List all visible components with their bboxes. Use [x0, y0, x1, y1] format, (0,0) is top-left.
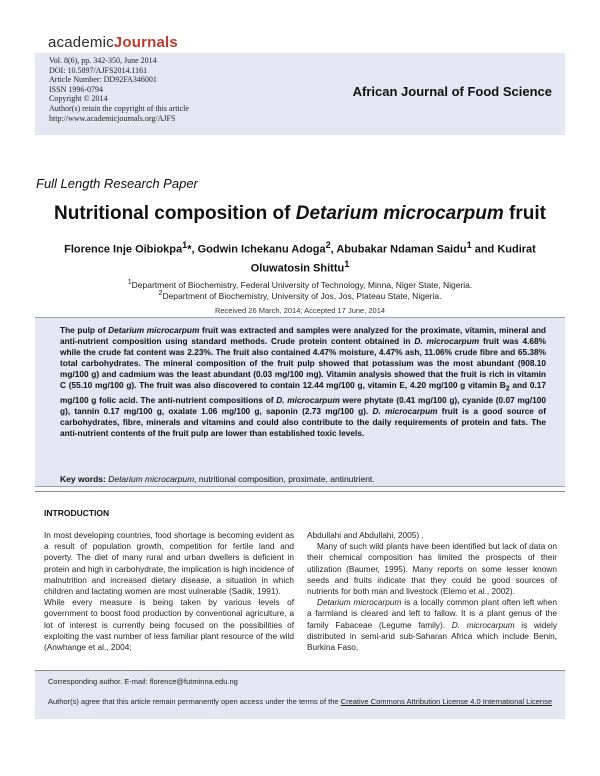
license-text: Author(s) agree that this article remain permanently open access under the terms of the [48, 697, 341, 706]
received-dates: Received 26 March, 2014; Accepted 17 June, 2014 [214, 306, 386, 315]
author-3: , Abubakar Ndaman Saidu [330, 243, 467, 256]
abstract-species: D. microcarpum [414, 336, 480, 347]
meta-rights: Author(s) retain the copyright of this article [49, 103, 189, 113]
meta-copyright: Copyright © 2014 [49, 94, 108, 104]
body-column-left [44, 530, 294, 653]
affiliation-2-marker: 2 [158, 289, 163, 297]
meta-issn: ISSN 1996-0794 [49, 84, 104, 94]
abstract-text [60, 325, 546, 439]
abstract-species: Detarium microcarpum [108, 325, 200, 335]
body-paragraph: In most developing countries, food shortage is becoming evident as a result of population growth, competition for fertile land and poverty. The diet of many rural and urban dwellers is deficient in protein and high in carbohydrate, the implication is high incidence of malnutrition and increased dietary disease, a situation in which children and lactating women are most vulnerable (Sadik, 1991). [44, 530, 294, 597]
abstract-part: fruit was extracted and samples were analyzed for the proximate, vitamin, mineral and anti-nutrient composition using standard methods. Crude protein content obtained in [60, 325, 546, 347]
author-3-affil: 1 [466, 240, 472, 250]
abstract-part: fruit is a good source of carbohydrates, fibre, minerals and vitamins and could also contribute to the daily requirements of protein and fats. The anti-nutrient contents of the fruit pulp are lower than established toxic levels. [60, 405, 546, 439]
meta-volume: Vol. 8(6), pp. 342-350, June 2014 [49, 56, 157, 65]
journal-name: African Journal of Food Science [352, 84, 552, 99]
logo-text-journals: Journals [113, 34, 178, 51]
meta-doi: DOI: 10.5897/AJFS2014.1161 [49, 65, 148, 75]
abstract-subscript: 2 [505, 385, 510, 393]
affiliation-1-text: Department of Biochemistry, Federal University of Technology, Minna, Niger State, Nigeria. [131, 279, 473, 290]
abstract-part: The pulp of [60, 325, 109, 335]
author-4-affil: 1 [344, 258, 350, 269]
author-1: Florence Inje Oibiokpa [64, 243, 183, 256]
keywords [60, 474, 546, 484]
title-suffix: fruit [503, 203, 546, 224]
body-text: is a locally common plant often left when a farmland is cleared and left to fallow. It is a plant genus of the family Fabaceae (Legume family). [307, 597, 557, 630]
logo-text-academic: academic [48, 34, 114, 51]
article-metadata [49, 56, 189, 123]
body-species: D. microcarpum [451, 619, 515, 630]
meta-article-number: Article Number: DD92FA346001 [49, 75, 157, 85]
keywords-list: , nutritional composition, proximate, antinutrient. [194, 474, 375, 484]
body-column-right [307, 530, 557, 653]
section-heading-introduction: INTRODUCTION [44, 508, 110, 518]
publisher-logo [48, 34, 178, 51]
body-paragraph: While every measure is being taken by various levels of government to boost food production by conventional agriculture, a lot of interest is currently being focused on the possibilities of exploiting the vast number of less familiar plant resource of the wild (Anwhange et al., 2004; [44, 597, 294, 653]
author-2: *, Godwin Ichekanu Adoga [187, 243, 326, 256]
corresponding-author: Corresponding author. E-mail: florence@futminna.edu.ng [48, 677, 238, 686]
abstract-part: and 0.17 mg/100 g folic acid. The anti-nutrient compositions of [60, 380, 546, 405]
license-notice [48, 697, 558, 707]
abstract-species: D. microcarpum [276, 394, 340, 405]
paper-title [0, 203, 600, 225]
author-4: and Kudirat Oluwatosin Shittu [250, 243, 536, 275]
meta-url[interactable]: http://www.academicjournals.org/AJFS [49, 113, 176, 123]
body-paragraph: Many of such wild plants have been identified but lack of data on their chemical composition has limited the prospects of their utilization (Baumer, 1995). Many reports on some lesser known seeds and fruits indicate that they could be good sources of nutrients for both man and livestock (Elemo et al., 2002). [307, 541, 557, 597]
section-divider [35, 491, 565, 492]
abstract-part: were phytate (0.41 mg/100 g), cyanide (0.07 mg/100 g), tannin 0.17 mg/100 g, oxalate 1.06 mg/100 g, saponin (2.73 mg/100 g). [60, 394, 546, 416]
keywords-species: Detarium microcarpum [108, 474, 195, 484]
keywords-label: Key words: [60, 474, 106, 484]
author-2-affil: 2 [325, 240, 331, 250]
license-link[interactable]: Creative Commons Attribution License 4.0 International License [340, 697, 553, 706]
body-species: Detarium microcarpum [317, 597, 402, 608]
title-prefix: Nutritional composition of [54, 203, 296, 224]
affiliation-2 [40, 289, 560, 301]
body-paragraph [307, 597, 557, 653]
body-paragraph: Abdullahi and Abdullahi, 2005) . [307, 530, 424, 540]
affiliation-2-text: Department of Biochemistry, University of Jos, Jos, Plateau State, Nigeria. [162, 290, 442, 301]
paper-type: Full Length Research Paper [36, 176, 198, 191]
author-1-affil: 1 [182, 240, 188, 250]
affiliation-1-marker: 1 [127, 278, 132, 286]
author-list [60, 238, 540, 275]
body-text: is widely distributed in semi-arid sub-Saharan Africa which include Benin, Burkina Faso, [307, 619, 557, 653]
abstract-part: fruit was 4.68% while the crude fat content was 2.23%. The fruit also contained 4.47% moisture, 4.47% ash, 11.06% crude fibre and 65.38% total carbohydrates. The mineral composition of the fruit pulp showed that potassium was the most abundant (908.10 mg/100 g) and cadmium was the least abundant (0.03 mg/100 mg). Vitamin analysis showed that the fruit is rich in vitamin C (55.10 mg/100 g). The fruit was also discovered to contain 12.44 mg/100 g, vitamin E, 4.20 mg/100 g vitamin B [60, 336, 546, 391]
abstract-species: D. microcarpum [372, 405, 438, 416]
title-species: Detarium microcarpum [295, 203, 504, 224]
